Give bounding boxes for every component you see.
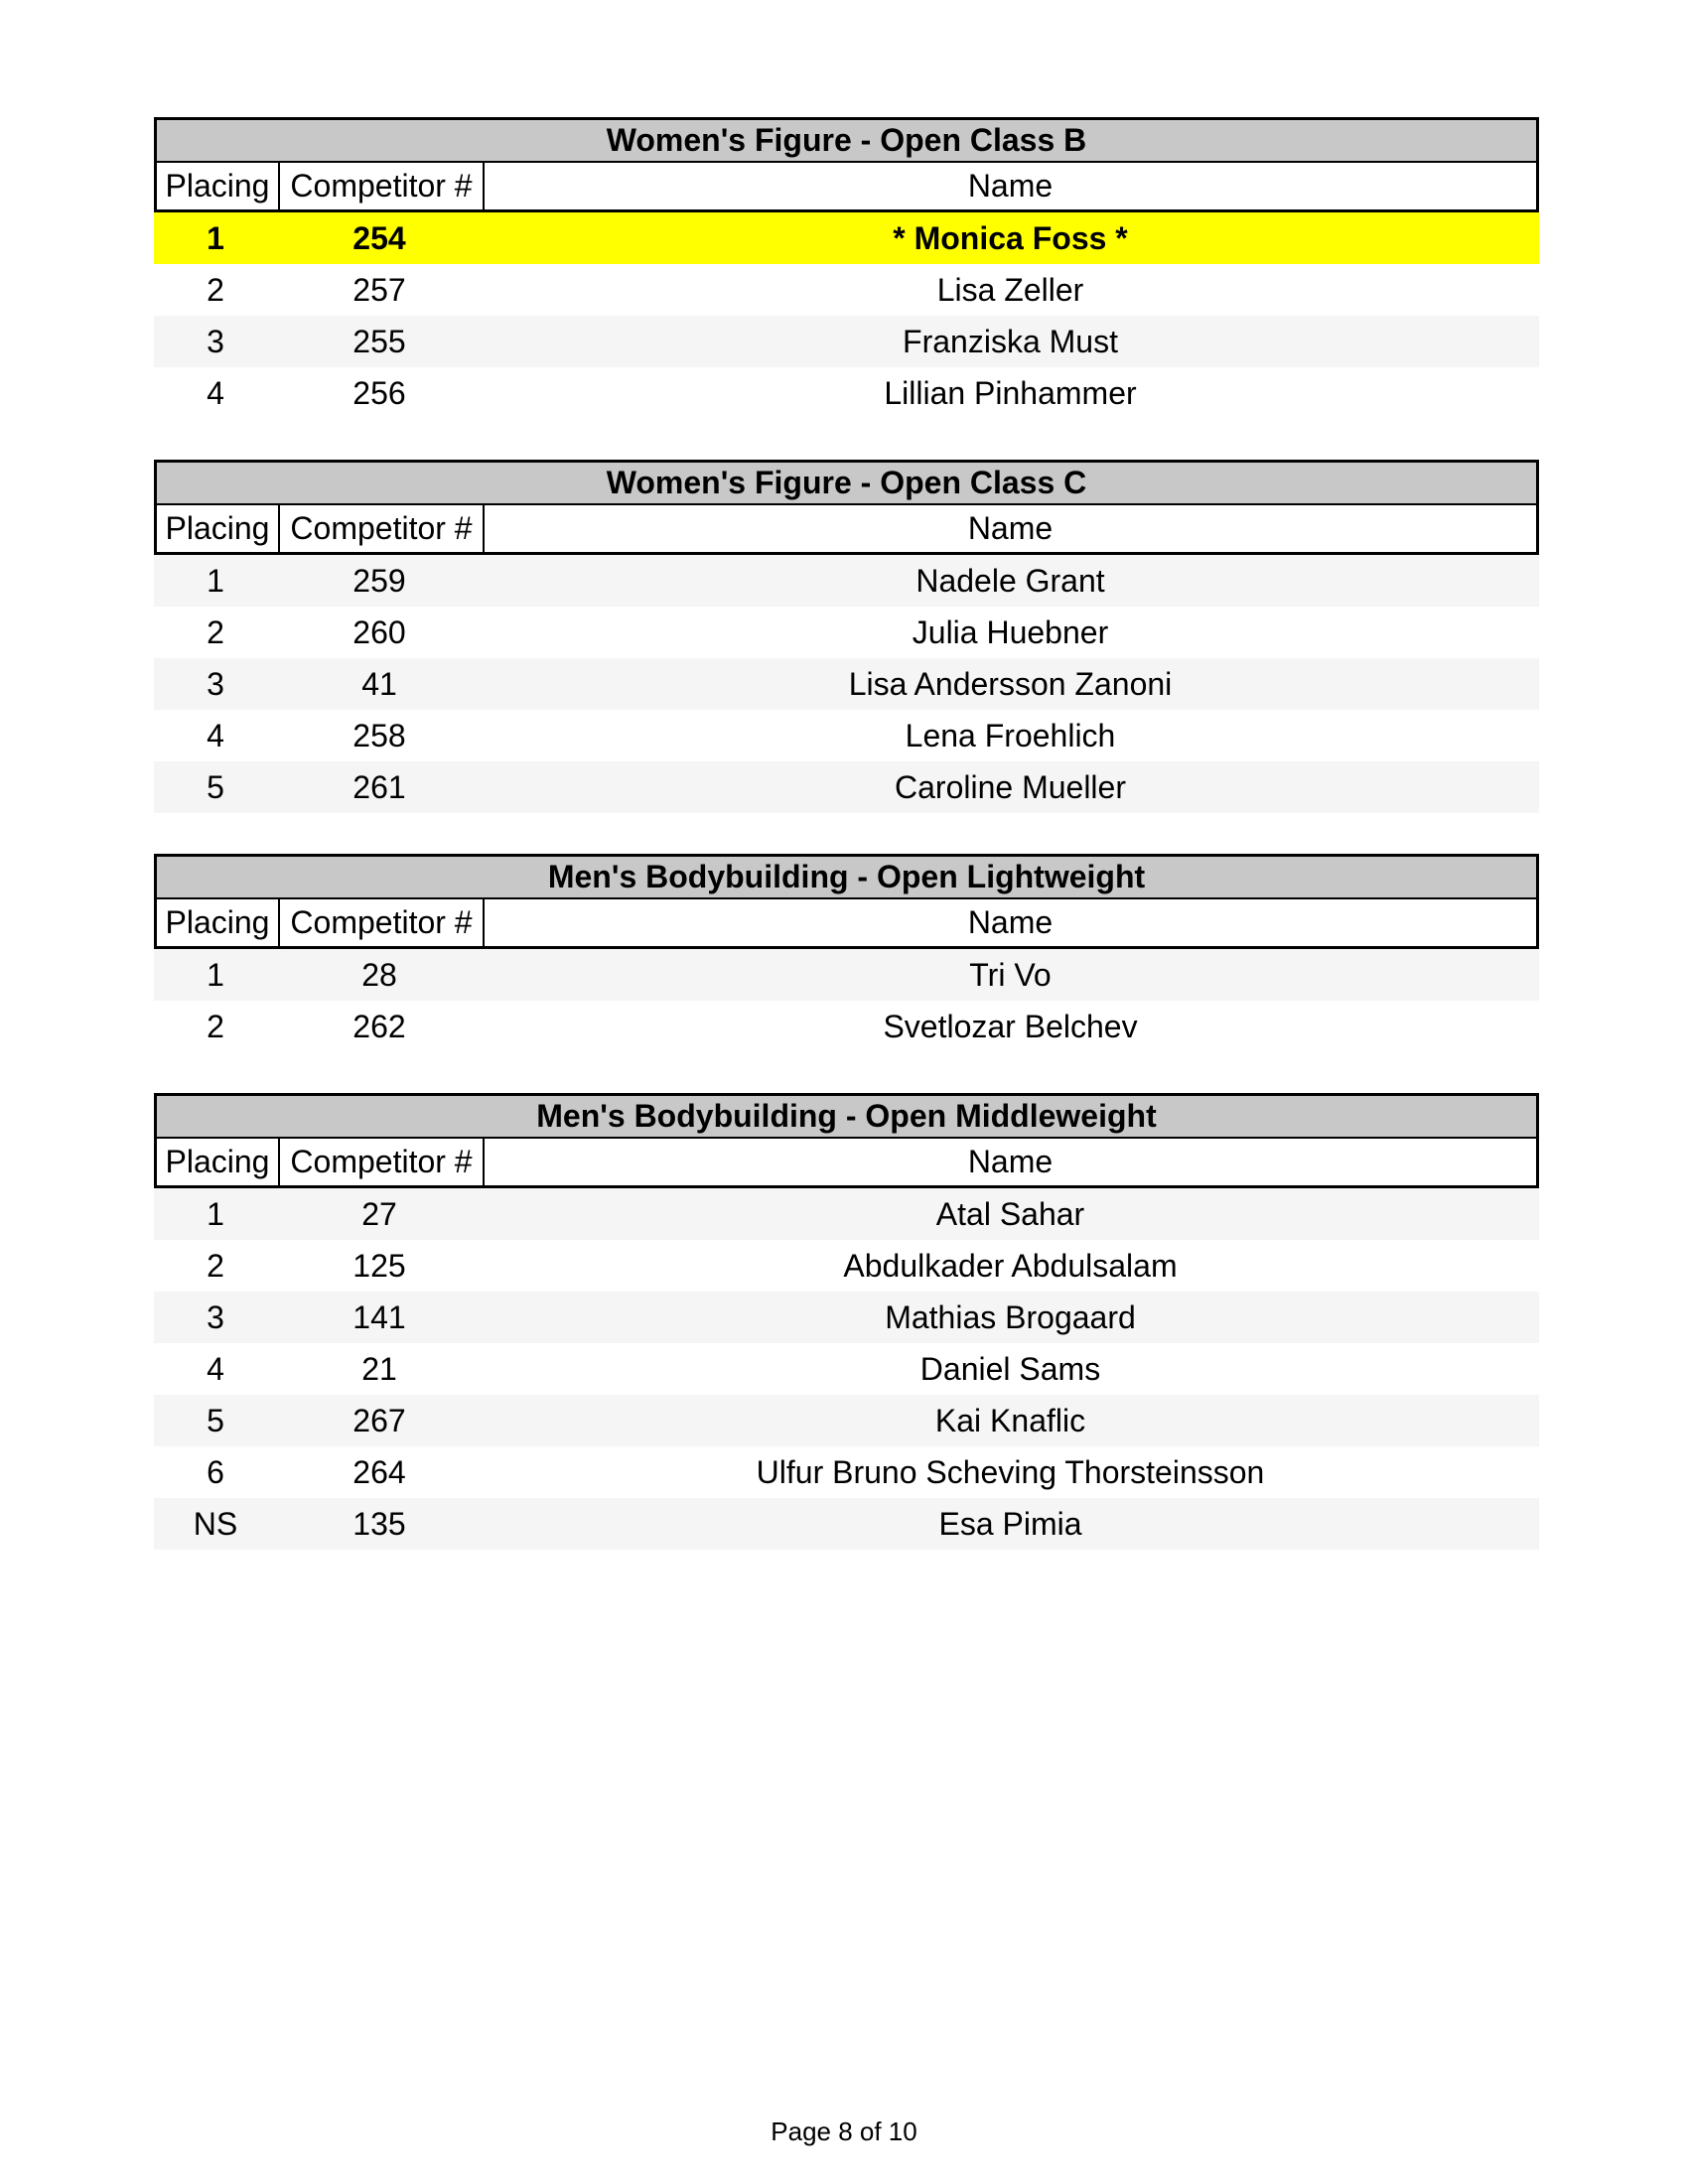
placing-cell: 3 — [207, 1299, 224, 1335]
table-row — [154, 949, 1539, 1001]
placing-cell: 1 — [207, 1196, 224, 1232]
results-table — [154, 1093, 1539, 1550]
table-row — [154, 367, 1539, 419]
name-cell: Abdulkader Abdulsalam — [843, 1248, 1178, 1284]
name-cell: * Monica Foss * — [893, 220, 1128, 256]
table-row — [154, 1188, 1539, 1240]
table-row — [154, 555, 1539, 607]
competitor-cell: 262 — [352, 1009, 406, 1044]
results-table — [154, 460, 1539, 813]
name-cell: Lisa Zeller — [936, 272, 1084, 308]
competitor-cell: 258 — [352, 718, 406, 753]
placing-cell: 2 — [207, 272, 224, 308]
placing-cell: 1 — [207, 563, 224, 599]
name-cell: Esa Pimia — [938, 1506, 1082, 1542]
name-cell: Mathias Brogaard — [885, 1299, 1136, 1335]
competitor-cell: 267 — [352, 1403, 406, 1438]
name-cell: Daniel Sams — [919, 1351, 1101, 1387]
table-row — [154, 1446, 1539, 1498]
table-row — [154, 1395, 1539, 1446]
competitor-column-header: Competitor # — [280, 1139, 485, 1185]
name-column-header: Name — [967, 1144, 1054, 1179]
name-cell: Julia Huebner — [912, 614, 1109, 650]
name-cell: Lisa Andersson Zanoni — [848, 666, 1173, 702]
table-row — [154, 1292, 1539, 1343]
competitor-cell: 254 — [352, 220, 406, 256]
competitor-cell: 255 — [352, 324, 406, 359]
table-title: Men's Bodybuilding - Open Middleweight — [154, 1093, 1539, 1139]
placing-column-header: Placing — [157, 505, 280, 552]
name-cell: Atal Sahar — [935, 1196, 1085, 1232]
name-cell: Svetlozar Belchev — [883, 1009, 1138, 1044]
competitor-cell: 135 — [352, 1506, 406, 1542]
table-row — [154, 1240, 1539, 1292]
table-header — [154, 1139, 1539, 1188]
placing-cell: 1 — [207, 957, 224, 993]
table-header — [154, 899, 1539, 949]
table-body — [154, 212, 1539, 419]
placing-cell: NS — [193, 1506, 238, 1542]
competitor-cell: 256 — [352, 375, 406, 411]
placing-cell: 2 — [207, 1009, 224, 1044]
name-column-header: Name — [967, 510, 1054, 546]
name-cell: Kai Knaflic — [934, 1403, 1086, 1438]
table-body — [154, 949, 1539, 1052]
table-row — [154, 658, 1539, 710]
table-row — [154, 710, 1539, 761]
placing-cell: 1 — [207, 220, 224, 256]
placing-cell: 5 — [207, 1403, 224, 1438]
competitor-cell: 261 — [352, 769, 406, 805]
table-title: Women's Figure - Open Class B — [154, 117, 1539, 163]
competitor-cell: 264 — [352, 1454, 406, 1490]
name-cell: Lena Froehlich — [905, 718, 1116, 753]
table-row — [154, 1343, 1539, 1395]
table-header — [154, 505, 1539, 555]
placing-cell: 5 — [207, 769, 224, 805]
table-row — [154, 316, 1539, 367]
placing-cell: 6 — [207, 1454, 224, 1490]
name-cell: Nadele Grant — [915, 563, 1105, 599]
table-row — [154, 607, 1539, 658]
table-body — [154, 555, 1539, 813]
competitor-cell: 260 — [352, 614, 406, 650]
competitor-cell: 41 — [361, 666, 397, 702]
placing-column-header: Placing — [157, 899, 280, 946]
placing-cell: 3 — [207, 324, 224, 359]
competitor-cell: 257 — [352, 272, 406, 308]
placing-cell: 2 — [207, 1248, 224, 1284]
placing-cell: 4 — [207, 375, 224, 411]
name-cell: Lillian Pinhammer — [884, 375, 1137, 411]
competitor-cell: 27 — [361, 1196, 397, 1232]
table-row — [154, 761, 1539, 813]
results-table — [154, 854, 1539, 1052]
table-title: Men's Bodybuilding - Open Lightweight — [154, 854, 1539, 899]
table-title: Women's Figure - Open Class C — [154, 460, 1539, 505]
placing-column-header: Placing — [157, 163, 280, 209]
name-cell: Caroline Mueller — [895, 769, 1126, 805]
page-number: Page 8 of 10 — [771, 2116, 917, 2146]
competitor-cell: 125 — [352, 1248, 406, 1284]
name-column-header: Name — [967, 904, 1054, 940]
competitor-column-header: Competitor # — [280, 163, 485, 209]
competitor-cell: 259 — [352, 563, 406, 599]
results-table — [154, 117, 1539, 419]
table-row — [154, 212, 1539, 264]
table-row — [154, 1001, 1539, 1052]
table-header — [154, 163, 1539, 212]
competitor-column-header: Competitor # — [280, 505, 485, 552]
table-row — [154, 1498, 1539, 1550]
placing-cell: 4 — [207, 718, 224, 753]
name-cell: Ulfur Bruno Scheving Thorsteinsson — [756, 1454, 1265, 1490]
placing-cell: 4 — [207, 1351, 224, 1387]
placing-column-header: Placing — [157, 1139, 280, 1185]
competitor-cell: 141 — [352, 1299, 406, 1335]
competitor-cell: 28 — [361, 957, 397, 993]
name-cell: Franziska Must — [903, 324, 1118, 359]
table-row — [154, 264, 1539, 316]
name-cell: Tri Vo — [969, 957, 1052, 993]
table-body — [154, 1188, 1539, 1550]
placing-cell: 3 — [207, 666, 224, 702]
name-column-header: Name — [967, 168, 1054, 204]
competitor-column-header: Competitor # — [280, 899, 485, 946]
competitor-cell: 21 — [361, 1351, 397, 1387]
placing-cell: 2 — [207, 614, 224, 650]
